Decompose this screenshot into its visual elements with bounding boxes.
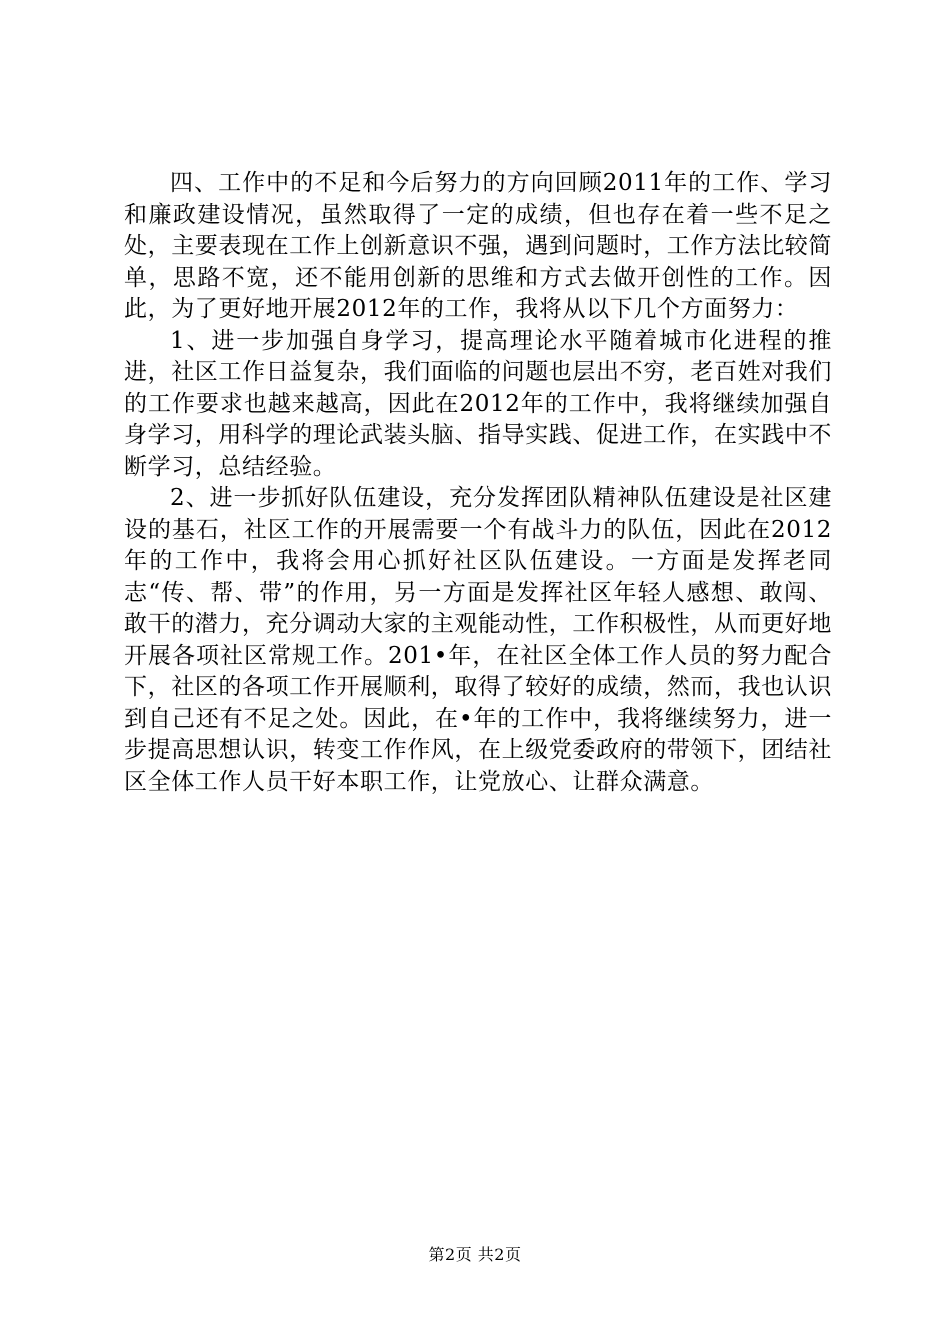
page-number-footer: 第2页 共2页	[428, 1245, 522, 1264]
paragraph-team-building: 2、进一步抓好队伍建设，充分发挥团队精神队伍建设是社区建设的基石，社区工作的开展需要一个有战斗力的队伍，因此在2012年的工作中，我将会用心抓好社区队伍建设。一方面是发挥老同志“传、帮、带”的作用，另一方面是发挥社区年轻人感想、敢闯、敢干的潜力，充分调动大家的主观能动性，工作积极性，从而更好地开展各项社区常规工作。201•年，在社区全体工作人员的努力配合下，社区的各项工作开展顺利，取得了较好的成绩，然而，我也认识到自己还有不足之处。因此，在•年的工作中，我将继续努力，进一步提高思想认识，转变工作作风，在上级党委政府的带领下，团结社区全体工作人员干好本职工作，让党放心、让群众满意。	[124, 485, 832, 795]
paragraph-self-study: 1、进一步加强自身学习，提高理论水平随着城市化进程的推进，社区工作日益复杂，我们面临的问题也层出不穷，老百姓对我们的工作要求也越来越高，因此在2012年的工作中，我将继续加强自身学习，用科学的理论武装头脑、指导实践、促进工作，在实践中不断学习，总结经验。	[124, 327, 832, 480]
paragraph-shortcomings: 四、工作中的不足和今后努力的方向回顾2011年的工作、学习和廉政建设情况，虽然取得了一定的成绩，但也存在着一些不足之处，主要表现在工作上创新意识不强，遇到问题时，工作方法比较简单，思路不宽，还不能用创新的思维和方式去做开创性的工作。因此，为了更好地开展2012年的工作，我将从以下几个方面努力：	[124, 170, 832, 322]
document-body	[124, 168, 832, 798]
